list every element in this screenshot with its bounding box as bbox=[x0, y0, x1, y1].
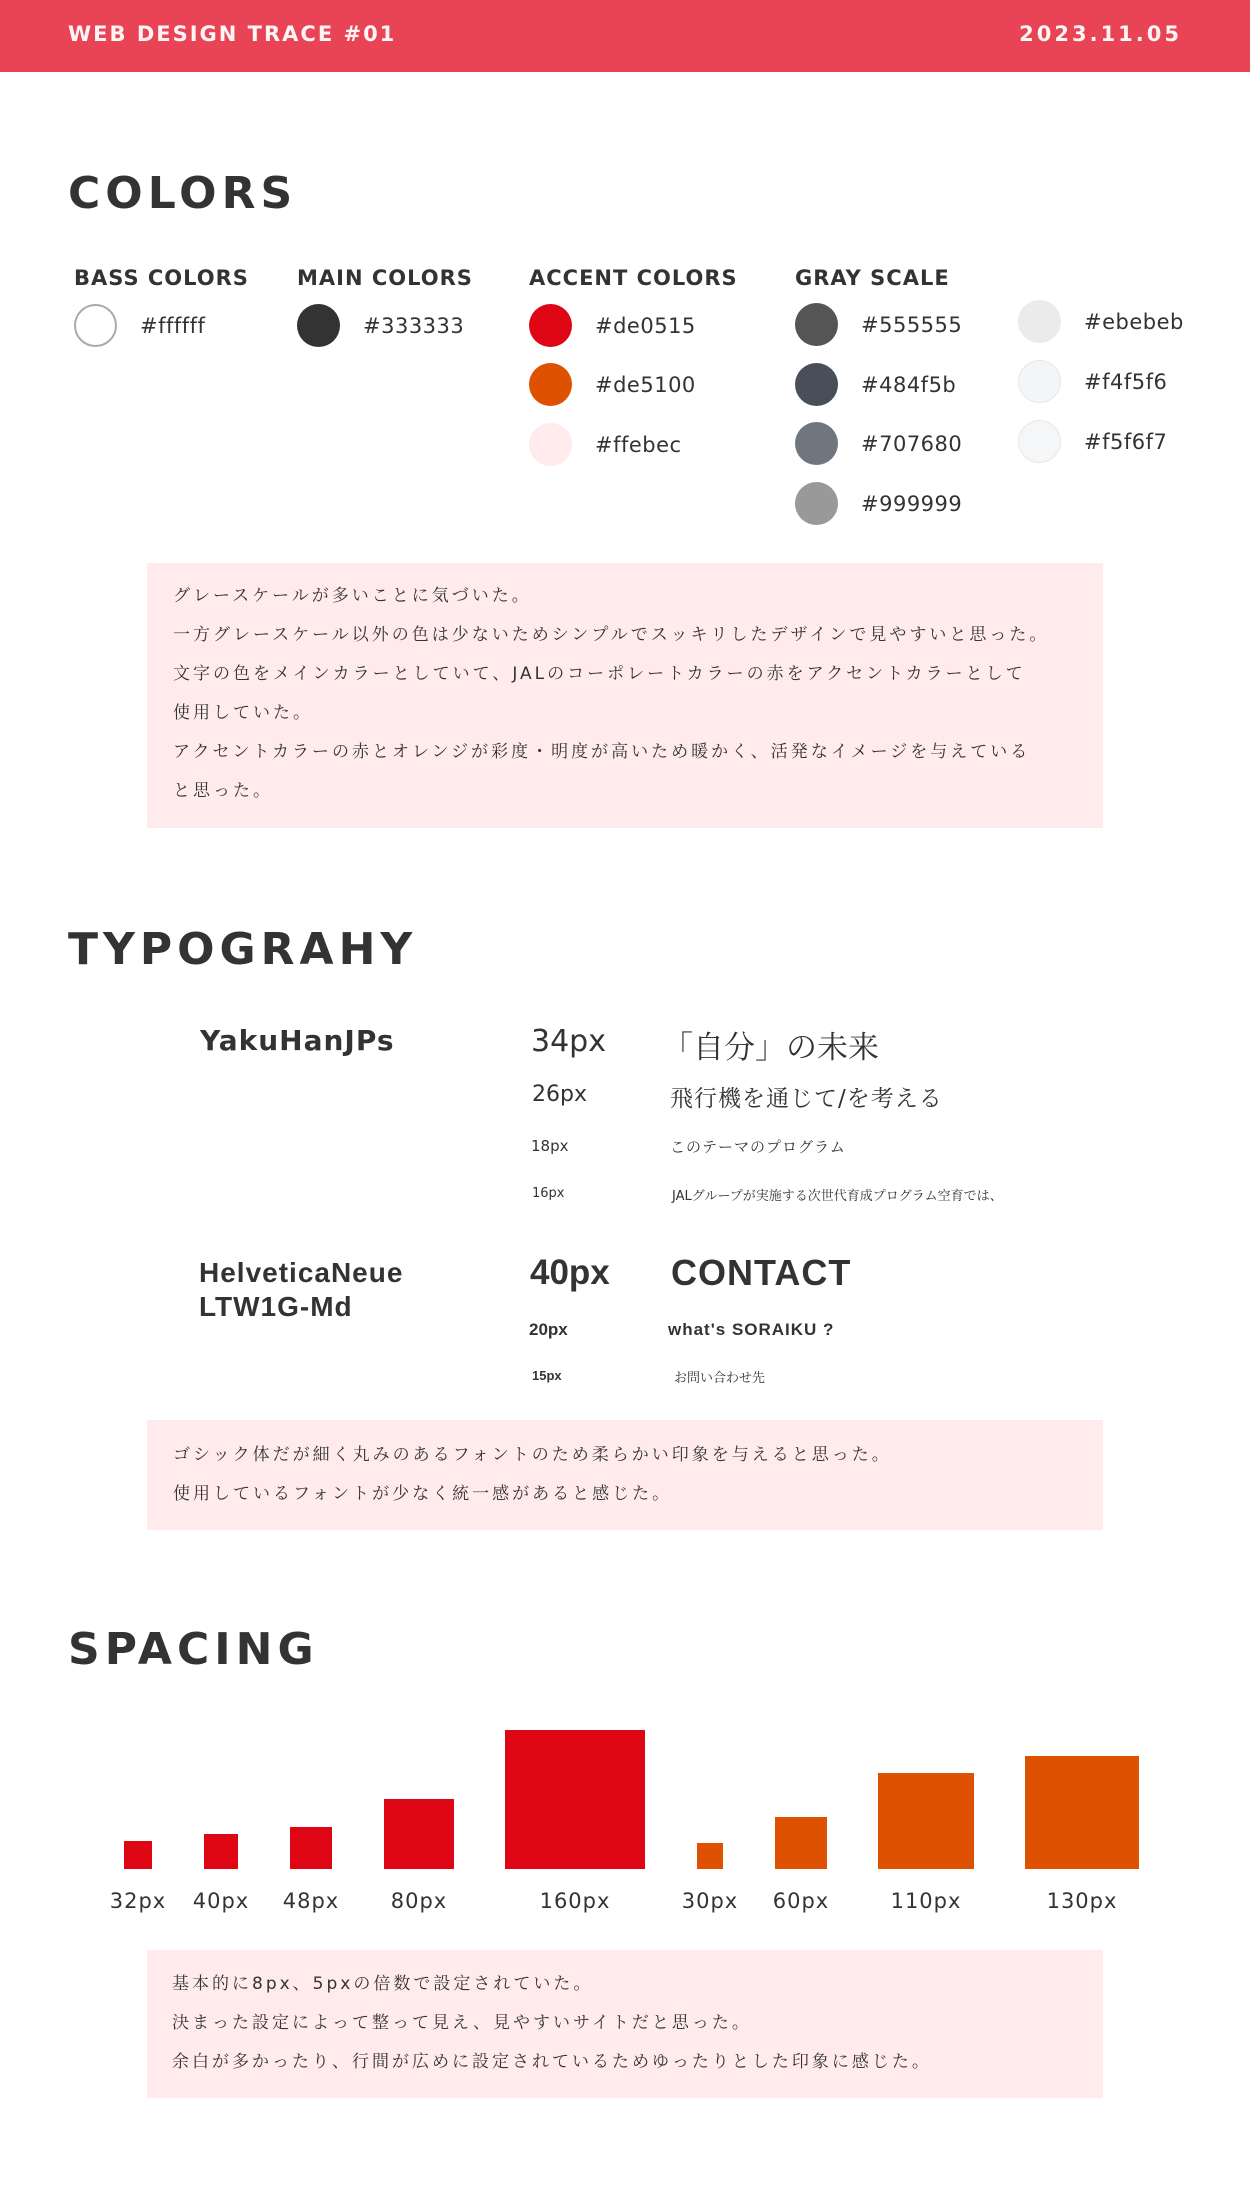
color-swatch-707680 bbox=[795, 422, 838, 465]
spacing-square-160px bbox=[505, 1730, 644, 1869]
note-line: アクセントカラーの赤とオレンジが彩度・明度が高いため暖かく、活発なイメージを与えている bbox=[173, 742, 1031, 762]
bass-colors-title: BASS COLORS bbox=[74, 266, 249, 290]
spacing-label: 160px bbox=[539, 1889, 611, 1913]
spacing-square-110px bbox=[878, 1773, 974, 1869]
font-sample-text: what's SORAIKU ? bbox=[668, 1320, 835, 1339]
color-swatch-row bbox=[1018, 360, 1167, 403]
color-hex-label: #ffffff bbox=[140, 313, 206, 338]
font-size-label: 18px bbox=[531, 1137, 569, 1155]
color-swatch-ffebec bbox=[529, 423, 572, 466]
note-line: グレースケールが多いことに気づいた。 bbox=[173, 586, 532, 606]
note-line: 余白が多かったり、行間が広めに設定されているためゆったりとした印象に感じた。 bbox=[172, 2052, 932, 2072]
spacing-square-30px bbox=[697, 1843, 723, 1869]
color-swatch-ebebeb bbox=[1018, 300, 1061, 343]
note-line: ゴシック体だが細く丸みのあるフォントのため柔らかい印象を与えると思った。 bbox=[173, 1445, 892, 1465]
color-swatch-999999 bbox=[795, 482, 838, 525]
font-size-label: 26px bbox=[532, 1082, 587, 1107]
color-hex-label: #999999 bbox=[861, 491, 963, 516]
color-hex-label: #707680 bbox=[861, 431, 963, 456]
spacing-label: 80px bbox=[390, 1889, 448, 1913]
color-swatch-f5f6f7 bbox=[1018, 420, 1061, 463]
font-sample-text: このテーマのプログラム bbox=[670, 1138, 846, 1156]
spacing-square-40px bbox=[204, 1834, 239, 1869]
note-line: 文字の色をメインカラーとしていて、JALのコーポレートカラーの赤をアクセントカラーとして bbox=[173, 664, 1026, 684]
color-hex-label: #de0515 bbox=[595, 313, 696, 338]
font-size-label: 34px bbox=[531, 1024, 606, 1059]
spacing-label: 60px bbox=[772, 1889, 830, 1913]
font-size-label: 16px bbox=[532, 1186, 565, 1201]
color-swatch-ffffff bbox=[74, 304, 117, 347]
spacing-square-48px bbox=[290, 1827, 332, 1869]
color-swatch-row bbox=[529, 423, 682, 466]
font-sample-text: CONTACT bbox=[671, 1252, 852, 1293]
note-line: と思った。 bbox=[173, 781, 273, 801]
accent-colors-title: ACCENT COLORS bbox=[529, 266, 738, 290]
spacing-label: 130px bbox=[1046, 1889, 1118, 1913]
font-size-label: 20px bbox=[529, 1320, 568, 1339]
spacing-label: 40px bbox=[192, 1889, 250, 1913]
color-hex-label: #ebebeb bbox=[1084, 309, 1184, 334]
color-swatch-row bbox=[74, 304, 205, 347]
color-swatch-row bbox=[795, 363, 956, 406]
font-sample-text: お問い合わせ先 bbox=[674, 1371, 766, 1386]
colors-heading: COLORS bbox=[68, 168, 298, 219]
color-hex-label: #de5100 bbox=[595, 372, 696, 397]
colors-note bbox=[147, 563, 1103, 828]
color-swatch-f4f5f6 bbox=[1018, 360, 1061, 403]
color-hex-label: #333333 bbox=[363, 313, 465, 338]
color-swatch-484f5b bbox=[795, 363, 838, 406]
font-name-line: LTW1G-Md bbox=[199, 1291, 353, 1322]
note-line: 使用しているフォントが少なく統一感があると感じた。 bbox=[173, 1484, 673, 1504]
spacing-label: 32px bbox=[109, 1889, 167, 1913]
spacing-square-80px bbox=[384, 1799, 454, 1869]
font-size-label: 40px bbox=[530, 1253, 610, 1292]
spacing-square-60px bbox=[775, 1817, 827, 1869]
spacing-label: 48px bbox=[282, 1889, 340, 1913]
typography-heading: TYPOGRAHY bbox=[68, 924, 418, 975]
spacing-label: 110px bbox=[890, 1889, 962, 1913]
font-name-helveticaneue bbox=[199, 1256, 403, 1324]
color-swatch-de0515 bbox=[529, 304, 572, 347]
spacing-heading: SPACING bbox=[68, 1624, 319, 1675]
note-line: 一方グレースケール以外の色は少ないためシンプルでスッキリしたデザインで見やすいと思った。 bbox=[173, 625, 1050, 645]
page-header bbox=[0, 0, 1250, 72]
color-hex-label: #555555 bbox=[861, 312, 963, 337]
color-swatch-555555 bbox=[795, 303, 838, 346]
typography-note bbox=[147, 1420, 1103, 1530]
color-swatch-row bbox=[529, 304, 696, 347]
main-colors-title: MAIN COLORS bbox=[297, 266, 473, 290]
color-swatch-row bbox=[795, 422, 962, 465]
font-sample-text: 「自分」の未来 bbox=[662, 1030, 879, 1066]
color-swatch-row bbox=[1018, 300, 1184, 343]
spacing-note bbox=[147, 1950, 1103, 2098]
color-swatch-row bbox=[529, 363, 696, 406]
color-swatch-row bbox=[297, 304, 464, 347]
gray-scale-title: GRAY SCALE bbox=[795, 266, 950, 290]
note-line: 基本的に8px、5pxの倍数で設定されていた。 bbox=[172, 1974, 594, 1994]
spacing-square-32px bbox=[124, 1841, 152, 1869]
font-sample-text: JALグループが実施する次世代育成プログラム空育では、 bbox=[672, 1189, 1003, 1204]
color-swatch-row bbox=[795, 303, 962, 346]
note-line: 決まった設定によって整って見え、見やすいサイトだと思った。 bbox=[172, 2013, 752, 2033]
color-hex-label: #f5f6f7 bbox=[1084, 429, 1168, 454]
font-name-yakuhanjps: YakuHanJPs bbox=[200, 1024, 395, 1057]
font-size-label: 15px bbox=[532, 1368, 562, 1383]
color-swatch-row bbox=[795, 482, 962, 525]
color-swatch-row bbox=[1018, 420, 1167, 463]
spacing-square-130px bbox=[1025, 1756, 1138, 1869]
color-hex-label: #484f5b bbox=[861, 372, 957, 397]
header-date: 2023.11.05 bbox=[1019, 22, 1182, 46]
color-swatch-333333 bbox=[297, 304, 340, 347]
spacing-label: 30px bbox=[681, 1889, 739, 1913]
header-title: WEB DESIGN TRACE #01 bbox=[68, 22, 397, 46]
color-swatch-de5100 bbox=[529, 363, 572, 406]
note-line: 使用していた。 bbox=[173, 703, 313, 723]
color-hex-label: #ffebec bbox=[595, 432, 682, 457]
font-name-line: HelveticaNeue bbox=[199, 1257, 404, 1288]
color-hex-label: #f4f5f6 bbox=[1084, 369, 1168, 394]
font-sample-text: 飛行機を通じて/を考える bbox=[670, 1086, 943, 1112]
